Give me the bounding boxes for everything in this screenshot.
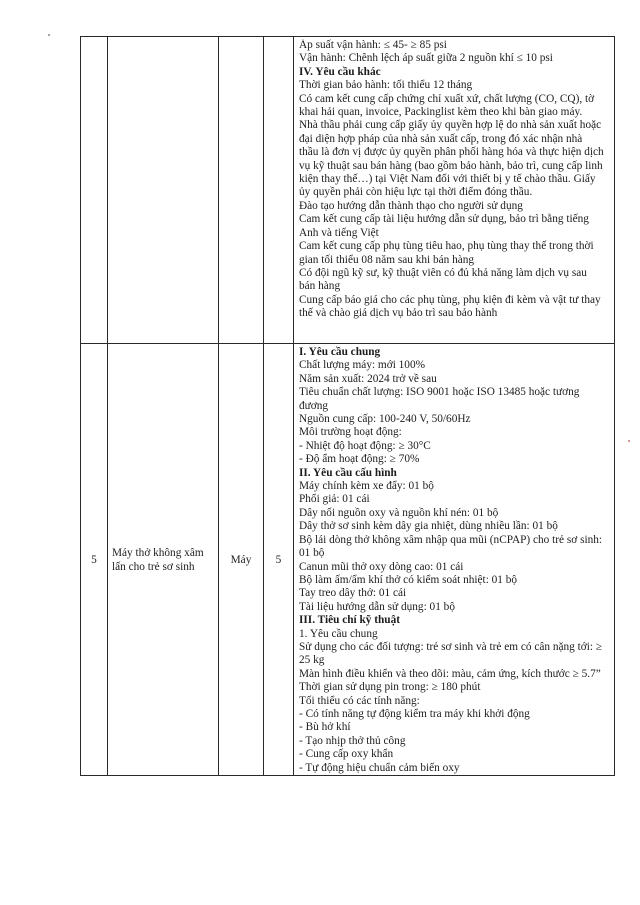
spec-line: 25 kg <box>299 654 325 667</box>
spec-line: Anh và tiếng Việt <box>299 226 379 239</box>
spec-line: đương <box>299 399 329 412</box>
spec-line: Tiêu chuẩn chất lượng: ISO 9001 hoặc ISO 13485 hoặc tương <box>299 386 580 399</box>
spec-line: gian tối thiểu 08 năm sau khi bán hàng <box>299 253 475 266</box>
spec-line: Môi trường hoạt động: <box>299 426 402 439</box>
spec-line: vụ kỹ thuật sau bán hàng (bao gồm bảo hành, bảo trì, cung cấp linh <box>299 159 603 172</box>
scan-speck <box>48 34 50 36</box>
section-heading: III. Tiêu chí kỹ thuật <box>299 614 400 627</box>
spec-line: Cung cấp báo giá cho các phụ tùng, phụ kiện đi kèm và vật tư thay <box>299 293 601 306</box>
spec-line: Máy chính kèm xe đẩy: 01 bộ <box>299 480 434 493</box>
spec-line: Vận hành: Chênh lệch áp suất giữa 2 nguồn khí ≤ 10 psi <box>299 52 553 65</box>
section-heading: I. Yêu cầu chung <box>299 346 381 358</box>
scan-speck <box>628 440 630 442</box>
spec-line: - Tự động hiệu chuẩn cảm biến oxy <box>299 761 460 774</box>
device-name-cell: Máy thở không xâm lấn cho trẻ sơ sinh <box>108 344 219 776</box>
spec-line: 1. Yêu cầu chung <box>299 627 378 640</box>
spec-line: Thời gian bảo hành: tối thiểu 12 tháng <box>299 79 473 92</box>
specification-table <box>80 36 615 776</box>
table-row <box>81 37 615 344</box>
spec-line: đại diện hợp pháp của nhà sản xuất cấp, trong đó xác nhận nhà <box>299 132 583 145</box>
spec-line: Tài liệu hướng dẫn sử dụng: 01 bộ <box>299 600 455 613</box>
spec-line: Bộ lái dòng thở không xâm nhập qua mũi (nCPAP) cho trẻ sơ sinh: <box>299 533 603 546</box>
section-heading: II. Yêu cầu cấu hình <box>299 466 397 479</box>
section-heading: IV. Yêu cầu khác <box>299 65 381 78</box>
spec-line: Dây thở sơ sinh kèm dây gia nhiệt, dùng nhiều lần: 01 bộ <box>299 520 558 533</box>
quantity-cell <box>264 37 294 344</box>
spec-line: Phổi giả: 01 cái <box>299 493 370 506</box>
spec-line: Bộ làm ấm/ẩm khí thở có kiểm soát nhiệt: 01 bộ <box>299 573 518 586</box>
spec-line: Nhà thầu phải cung cấp giấy ủy quyền hợp lệ do nhà sản xuất hoặc <box>299 119 602 132</box>
quantity-cell: 5 <box>264 344 294 776</box>
spec-line: khai hải quan, invoice, Packinglist kèm theo khi bàn giao máy. <box>299 106 583 119</box>
spec-line: Nguồn cung cấp: 100-240 V, 50/60Hz <box>299 413 471 426</box>
spec-line: bán hàng <box>299 280 341 293</box>
spec-line: Áp suất vận hành: ≤ 45- ≥ 85 psi <box>299 39 447 51</box>
spec-line: thầu là đơn vị được ủy quyền phân phối hàng hóa và thực hiện dịch <box>299 146 604 159</box>
device-name-cell <box>108 37 219 344</box>
spec-text <box>294 344 614 775</box>
unit-cell <box>219 37 264 344</box>
table-row <box>81 344 615 776</box>
spec-line: Đào tạo hướng dẫn thành thạo cho người sử dụng <box>299 199 523 212</box>
spec-line: Có cam kết cung cấp chứng chỉ xuất xứ, chất lượng (CO, CQ), tờ <box>299 92 595 105</box>
spec-line: - Cung cấp oxy khẩn <box>299 748 394 761</box>
spec-line: kiện thay thế…) tại Việt Nam đối với thiết bị y tế chào thầu. Giấy <box>299 173 596 186</box>
spec-line: Dây nối nguồn oxy và nguồn khí nén: 01 bộ <box>299 506 499 519</box>
spec-cell <box>294 37 615 344</box>
spec-line: Cam kết cung cấp tài liệu hướng dẫn sử dụng, bảo trì bằng tiếng <box>299 213 589 226</box>
spec-line: - Độ ẩm hoạt động: ≥ 70% <box>299 453 420 466</box>
spec-line: Canun mũi thở oxy dòng cao: 01 cái <box>299 560 464 573</box>
spec-line: Có đội ngũ kỹ sư, kỹ thuật viên có đủ khả năng làm dịch vụ sau <box>299 266 587 279</box>
spec-cell <box>294 344 615 776</box>
spec-line: 01 bộ <box>299 547 325 560</box>
spec-line: - Có tính năng tự động kiểm tra máy khi khởi động <box>299 707 530 720</box>
stt-cell: 5 <box>81 344 108 776</box>
spec-line: Màn hình điều khiển và theo dõi: màu, cảm ứng, kích thước ≥ 5.7” <box>299 667 601 680</box>
stt-cell <box>81 37 108 344</box>
spec-line: Cam kết cung cấp phụ tùng tiêu hao, phụ tùng thay thế trong thời <box>299 240 594 253</box>
spec-line: Chất lượng máy: mới 100% <box>299 359 426 372</box>
spec-line: thế và chào giá dịch vụ bảo trì sau bảo hành <box>299 307 498 320</box>
unit-cell: Máy <box>219 344 264 776</box>
spec-line: - Bù hở khí <box>299 721 351 734</box>
spec-line: - Tạo nhịp thở thủ công <box>299 734 406 747</box>
spec-line: Tối thiểu có các tính năng: <box>299 694 420 707</box>
spec-text <box>294 37 614 321</box>
spec-line: Năm sản xuất: 2024 trở về sau <box>299 372 437 385</box>
spec-line: Thời gian sử dụng pin trong: ≥ 180 phút <box>299 681 481 694</box>
spec-line: ủy quyền phải còn hiệu lực tại thời điểm đóng thầu. <box>299 186 533 199</box>
spec-line: Tay treo dây thở: 01 cái <box>299 587 407 600</box>
spec-line: Sử dụng cho các đối tượng: trẻ sơ sinh và trẻ em có cân nặng tới: ≥ <box>299 640 603 653</box>
spec-line: - Nhiệt độ hoạt động: ≥ 30°C <box>299 439 431 452</box>
